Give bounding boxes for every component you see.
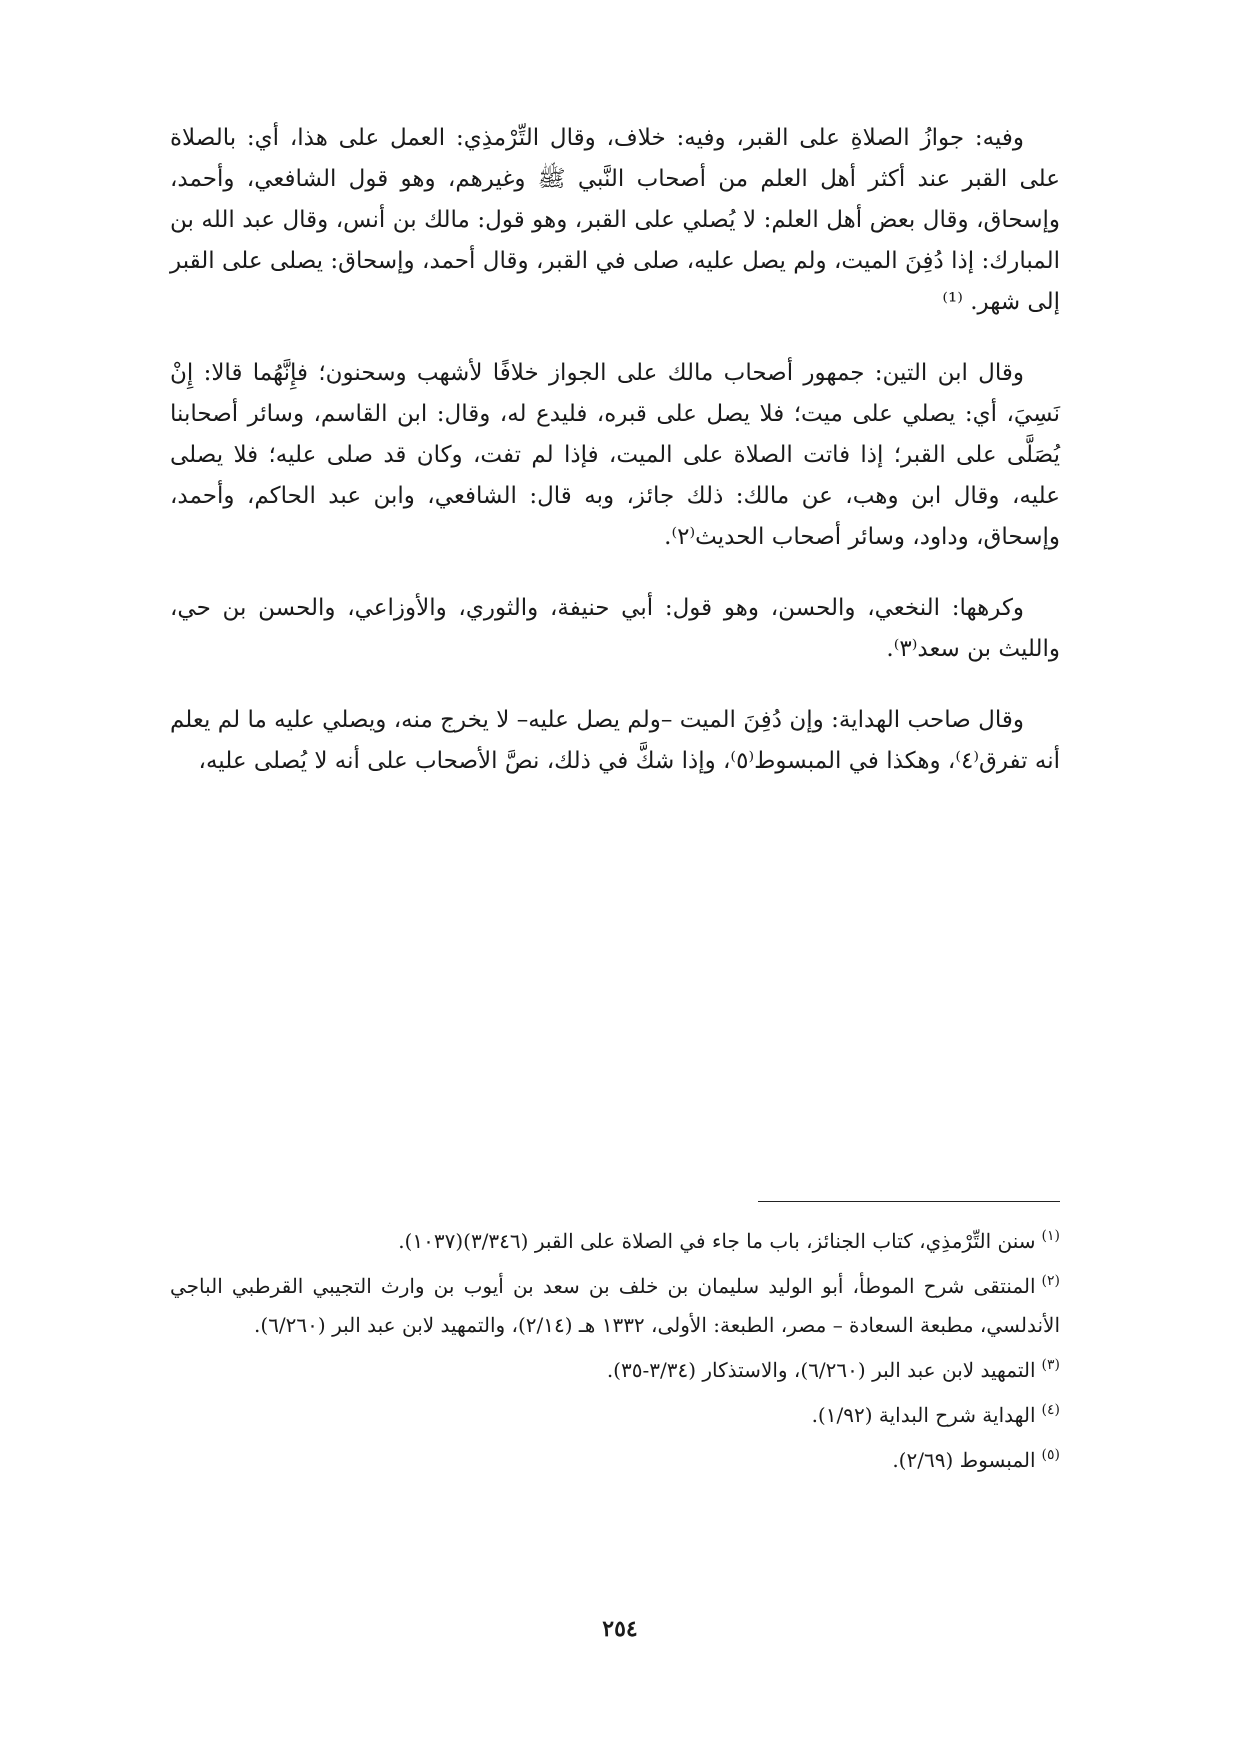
- footnote-1: [170, 1222, 1060, 1261]
- footnote-marker: (١): [1041, 1228, 1060, 1245]
- paragraph-1: وفيه: جوازُ الصلاةِ على القبر، وفيه: خلاف، وقال التِّرْمذِي: العمل على هذا، أي: بالصلاة على القبر عند أكثر أهل العلم من أصحاب النَّبي ﷺ وغيرهم، وهو قول الشافعي، وأحمد، وإسحاق، وقال بعض أهل العلم: لا يُصلي على القبر، وهو قول: مالك بن أنس، وقال عبد الله بن المبارك: إذا دُفِنَ الميت، ولم يصل عليه، صلى في القبر، وقال أحمد، وإسحاق: يصلى على القبر إلى شهر. ⁽¹⁾: [170, 125, 1060, 315]
- paragraph-2: وقال ابن التين: جمهور أصحاب مالك على الجواز خلافًا لأشهب وسحنون؛ فإِنَّهُما قالا: إِنْ نَسِيَ، أي: يصلي على ميت؛ فلا يصل على قبره، فليدع له، وقال: ابن القاسم، وسائر أصحابنا يُصَلَّى على القبر؛ إذا فاتت الصلاة على الميت، فإذا لم تفت، وكان قد صلى عليه؛ فلا يصلى عليه، وقال ابن وهب، عن مالك: ذلك جائز، وبه قال: الشافعي، وابن عبد الحاكم، وأحمد، وإسحاق، وداود، وسائر أصحاب الحديث⁽٢⁾.: [170, 360, 1060, 550]
- footnote-4: [170, 1396, 1060, 1435]
- footnote-text: التمهيد لابن عبد البر (٦/٢٦٠)، والاستذكار (٣/٣٤-٣٥).: [606, 1358, 1036, 1382]
- footnotes: [170, 1222, 1060, 1486]
- footnote-marker: (٤): [1041, 1402, 1060, 1419]
- footnote-marker: (٥): [1041, 1447, 1060, 1464]
- footnote-separator: [758, 1201, 1060, 1202]
- paragraph-4: وقال صاحب الهداية: وإن دُفِنَ الميت –ولم يصل عليه– لا يخرج منه، ويصلي عليه ما لم يعلم أنه تفرق⁽٤⁾، وهكذا في المبسوط⁽٥⁾، وإذا شكَّ في ذلك، نصَّ الأصحاب على أنه لا يُصلى عليه،: [170, 707, 1060, 774]
- footnote-marker: (٢): [1041, 1273, 1060, 1290]
- main-text: [170, 118, 1060, 812]
- paragraph-3: وكرهها: النخعي، والحسن، وهو قول: أبي حنيفة، والثوري، والأوزاعي، والحسن بن حي، والليث بن سعد⁽٣⁾.: [170, 595, 1060, 662]
- footnote-text: الهداية شرح البداية (١/٩٢).: [811, 1403, 1036, 1427]
- footnote-marker: (٣): [1041, 1357, 1060, 1374]
- footnote-text: سنن التِّرْمذِي، كتاب الجنائز، باب ما جاء في الصلاة على القبر (٣/٣٤٦)(١٠٣٧).: [398, 1229, 1036, 1253]
- page-number: ٢٥٤: [602, 1616, 638, 1642]
- footnote-5: [170, 1441, 1060, 1480]
- footnote-3: [170, 1351, 1060, 1390]
- footnote-text: المبسوط (٢/٦٩).: [892, 1448, 1036, 1472]
- footnote-2: [170, 1267, 1060, 1345]
- footnote-text: المنتقى شرح الموطأ، أبو الوليد سليمان بن خلف بن سعد بن أيوب بن وارث التجيبي القرطبي الباجي الأندلسي، مطبعة السعادة – مصر، الطبعة: الأولى، ١٣٣٢ هـ (٢/١٤)، والتمهيد لابن عبد البر (٦/٢٦٠).: [170, 1274, 1060, 1337]
